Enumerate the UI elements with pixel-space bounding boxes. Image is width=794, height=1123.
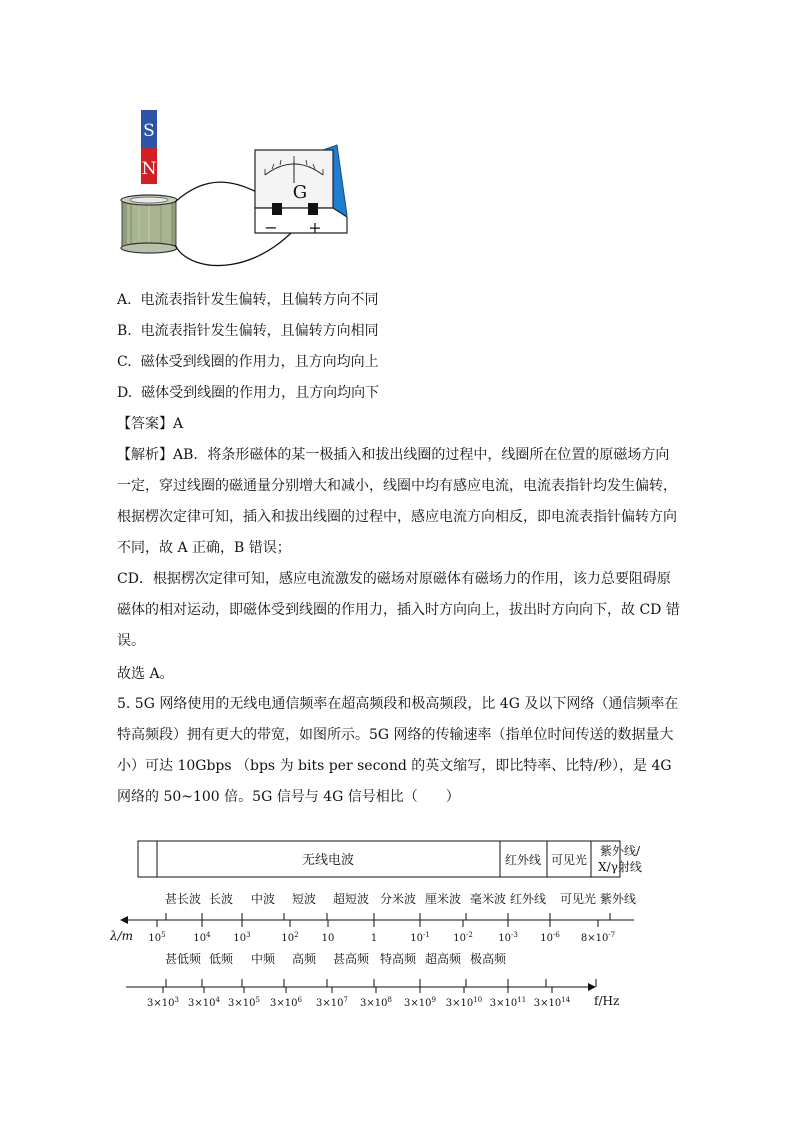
frequency-tick-row: [147, 987, 571, 1009]
wavelength-tick-label: $10^4$: [193, 931, 211, 944]
wave-name-row: [165, 891, 636, 920]
frequency-name-label: 特高频: [379, 952, 417, 966]
coil: [121, 195, 177, 253]
band-uv: 紫外线/: [599, 844, 641, 858]
wave-name-label: 超短波: [332, 892, 370, 906]
frequency-name-label: 中频: [250, 952, 276, 966]
wavelength-tick-label: $10^2$: [281, 931, 299, 944]
option-c: C. 磁体受到线圈的作用力，且方向均向上: [117, 354, 379, 370]
frequency-tick-label: $3\times 10^{10}$: [445, 996, 483, 1009]
band-visible: 可见光: [550, 853, 588, 867]
option-b: B. 电流表指针发生偏转，且偏转方向相同: [117, 323, 379, 339]
wavelength-tick-label: $8\times 10^{-7}$: [580, 931, 616, 944]
wave-name-label: 紫外线: [599, 892, 637, 906]
terminal-minus: [272, 203, 282, 215]
frequency-tick-label: $3\times 10^6$: [270, 996, 302, 1009]
wavelength-tick-label: 10: [321, 933, 335, 944]
frequency-tick-label: $3\times 10^9$: [404, 996, 436, 1009]
wave-name-label: 分米波: [379, 892, 417, 906]
option-a: A. 电流表指针发生偏转，且偏转方向不同: [117, 292, 379, 308]
frequency-tick-label: $3\times 10^{14}$: [533, 996, 571, 1009]
wave-name-label: 红外线: [509, 892, 547, 906]
wave-name-label: 短波: [291, 892, 317, 906]
wavelength-tick-label: $10^{-2}$: [453, 931, 473, 944]
frequency-name-label: 超高频: [424, 952, 462, 966]
wavelength-tick-label: $10^{-1}$: [410, 931, 430, 944]
frequency-name-label: 甚高频: [332, 952, 370, 966]
magnet-n-label: N: [141, 159, 157, 179]
spectrum-figure: [110, 835, 650, 1015]
wave-name-label: 毫米波: [469, 892, 507, 906]
plus-sign: +: [308, 218, 322, 237]
wavelength-tick-label: $10^5$: [148, 931, 166, 944]
induction-figure: [115, 105, 375, 280]
wavelength-tick-label: 1: [370, 933, 378, 944]
frequency-tick-label: $3\times 10^8$: [360, 996, 392, 1009]
analysis-paragraph-2: CD．根据楞次定律可知，感应电流激发的磁场对原磁体有磁场力的作用，该力总要阻碍原磁体的相对运动，即磁体受到线圈的作用力，插入时方向向上，拔出时方向向下，故 CD 错误。: [117, 571, 680, 649]
frequency-tick-label: $3\times 10^4$: [188, 996, 220, 1009]
terminal-plus: [308, 203, 318, 215]
wavelength-axis-label: λ/m: [110, 929, 134, 943]
minus-sign: −: [264, 218, 278, 237]
frequency-tick-label: $3\times 10^5$: [228, 996, 260, 1009]
answer-line: 【答案】A: [117, 416, 184, 432]
band-radio: 无线电波: [301, 853, 355, 868]
frequency-tick-label: $3\times 10^3$: [147, 996, 179, 1009]
frequency-axis-label: f/Hz: [594, 994, 620, 1008]
band-xray-gamma: X/γ射线: [598, 860, 642, 874]
wave-name-label: 厘米波: [424, 892, 462, 906]
analysis-paragraph-1: 【解析】AB．将条形磁体的某一极插入和拔出线圈的过程中，线圈所在位置的原磁场方向一定，穿过线圈的磁通量分别增大和减小，线圈中均有感应电流，电流表指针均发生偏转，根据楞次定律可知，插入和拔出线圈的过程中，感应电流方向相反，即电流表指针偏转方向不同，故 A 正确，B 错误；: [117, 447, 677, 556]
frequency-name-label: 高频: [291, 952, 317, 966]
frequency-name-row: [165, 951, 596, 987]
frequency-tick-label: $3\times 10^7$: [316, 996, 348, 1009]
frequency-name-label: 甚低频: [164, 952, 202, 966]
analysis-conclusion: 故选 A。: [117, 666, 174, 682]
spectrum-band-table: [138, 841, 642, 877]
option-d: D. 磁体受到线圈的作用力，且方向均向下: [117, 385, 380, 401]
wavelength-tick-row: [148, 920, 615, 944]
wave-name-label: 可见光: [559, 892, 597, 906]
frequency-name-label: 极高频: [469, 952, 507, 966]
galvanometer: [255, 145, 347, 237]
frequency-name-label: 低频: [208, 952, 234, 966]
galvanometer-g-label: G: [292, 182, 308, 203]
wavelength-tick-label: $10^{-3}$: [498, 931, 518, 944]
frequency-tick-label: $3\times 10^{11}$: [489, 996, 527, 1009]
wave-name-label: 甚长波: [164, 892, 202, 906]
wavelength-tick-label: $10^3$: [233, 931, 251, 944]
bar-magnet: [141, 110, 157, 184]
band-infrared: 红外线: [504, 853, 542, 867]
wave-name-label: 中波: [250, 892, 276, 906]
wavelength-tick-label: $10^{-6}$: [540, 931, 560, 944]
magnet-s-label: S: [143, 121, 155, 141]
question-5: 5. 5G 网络使用的无线电通信频率在超高频段和极高频段，比 4G 及以下网络（通信频率在特高频段）拥有更大的带宽，如图所示。5G 网络的传输速率（指单位时间传送的数据量大小）可达 10Gbps （bps 为 bits per second 的英文缩写，即比特率、比特/秒），是 4G 网络的 50~100 倍。5G 信号与 4G 信号相比（ ）: [117, 696, 679, 805]
wave-name-label: 长波: [208, 892, 234, 906]
